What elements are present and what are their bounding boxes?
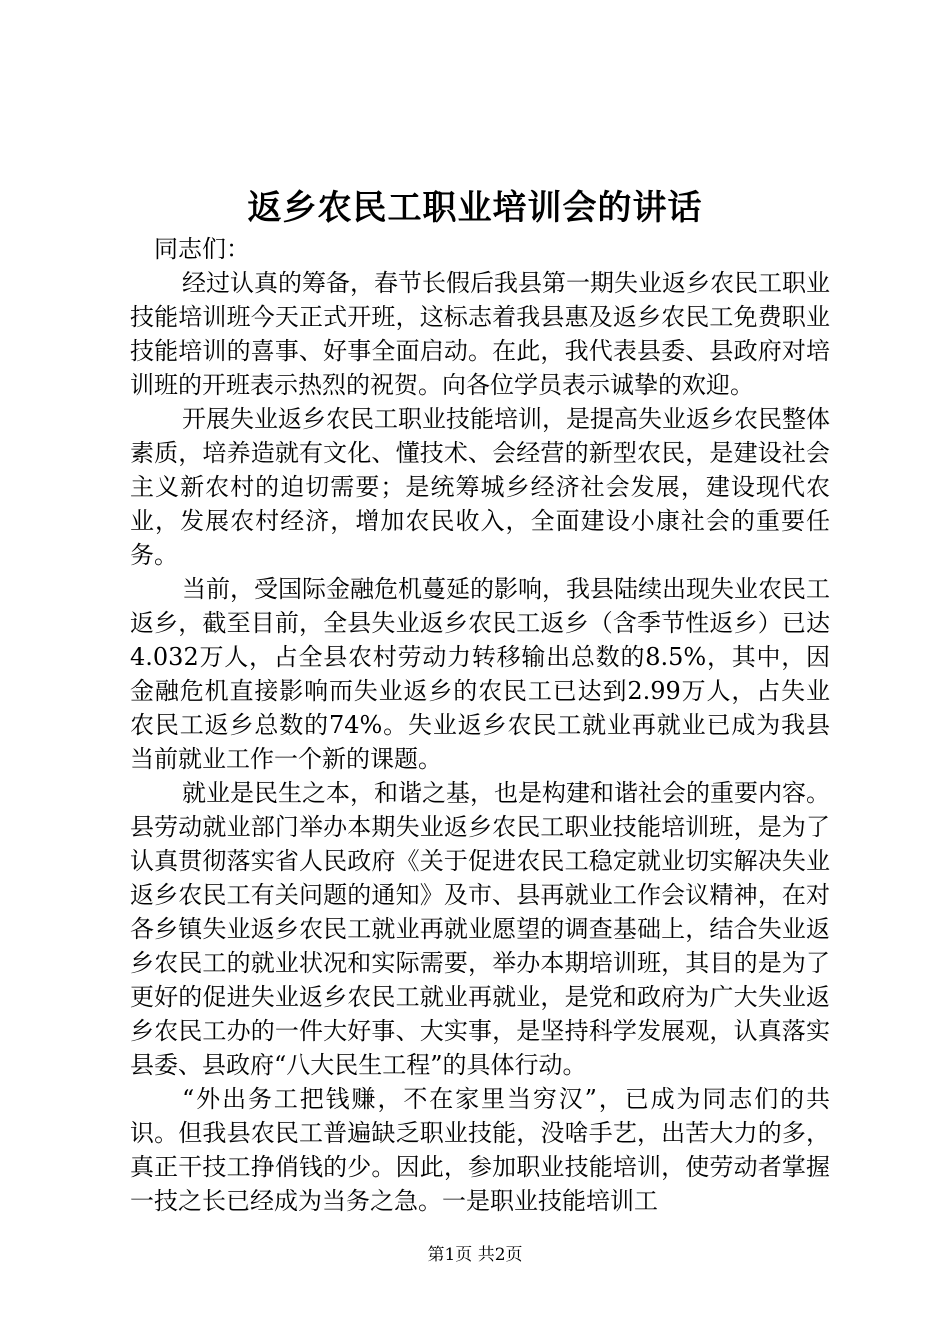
paragraph-3: 当前，受国际金融危机蔓延的影响，我县陆续出现失业农民工返乡，截至目前，全县失业返乡农民工返乡（含季节性返乡）已达4.032万人，占全县农村劳动力转移输出总数的8.5%，其中，因金融危机直接影响而失业返乡的农民工已达到2.99万人，占失业农民工返乡总数的74%。失业返乡农民工就业再就业已成为我县当前就业工作一个新的课题。 [130, 575, 830, 773]
paragraph-4: 就业是民生之本，和谐之基，也是构建和谐社会的重要内容。县劳动就业部门举办本期失业返乡农民工职业技能培训班，是为了认真贯彻落实省人民政府《关于促进农民工稳定就业切实解决失业返乡农民工有关问题的通知》及市、县再就业工作会议精神，在对各乡镇失业返乡农民工就业再就业愿望的调查基础上，结合失业返乡农民工的就业状况和实际需要，举办本期培训班，其目的是为了更好的促进失业返乡农民工就业再就业，是党和政府为广大失业返乡农民工办的一件大好事、大实事，是坚持科学发展观，认真落实县委、县政府“八大民生工程”的具体行动。 [130, 779, 830, 1079]
page-footer: 第1页 共2页 [427, 1245, 523, 1265]
paragraph-5: “外出务工把钱赚，不在家里当穷汉”，已成为同志们的共识。但我县农民工普遍缺乏职业技能，没啥手艺，出苦大力的多，真正干技工挣俏钱的少。因此，参加职业技能培训，使劳动者掌握一技之长已经成为当务之急。一是职业技能培训工 [130, 1085, 830, 1215]
paragraph-1: 经过认真的筹备，春节长假后我县第一期失业返乡农民工职业技能培训班今天正式开班，这标志着我县惠及返乡农民工免费职业技能培训的喜事、好事全面启动。在此，我代表县委、县政府对培训班的开班表示热烈的祝贺。向各位学员表示诚挚的欢迎。 [130, 269, 830, 399]
paragraph-2: 开展失业返乡农民工职业技能培训，是提高失业返乡农民整体素质，培养造就有文化、懂技术、会经营的新型农民，是建设社会主义新农村的迫切需要；是统筹城乡经济社会发展，建设现代农业，发展农村经济，增加农民收入，全面建设小康社会的重要任务。 [130, 405, 830, 569]
salutation: 同志们： [154, 235, 250, 263]
document-body [130, 232, 830, 1218]
document-title: 返乡农民工职业培训会的讲话 [247, 188, 703, 228]
